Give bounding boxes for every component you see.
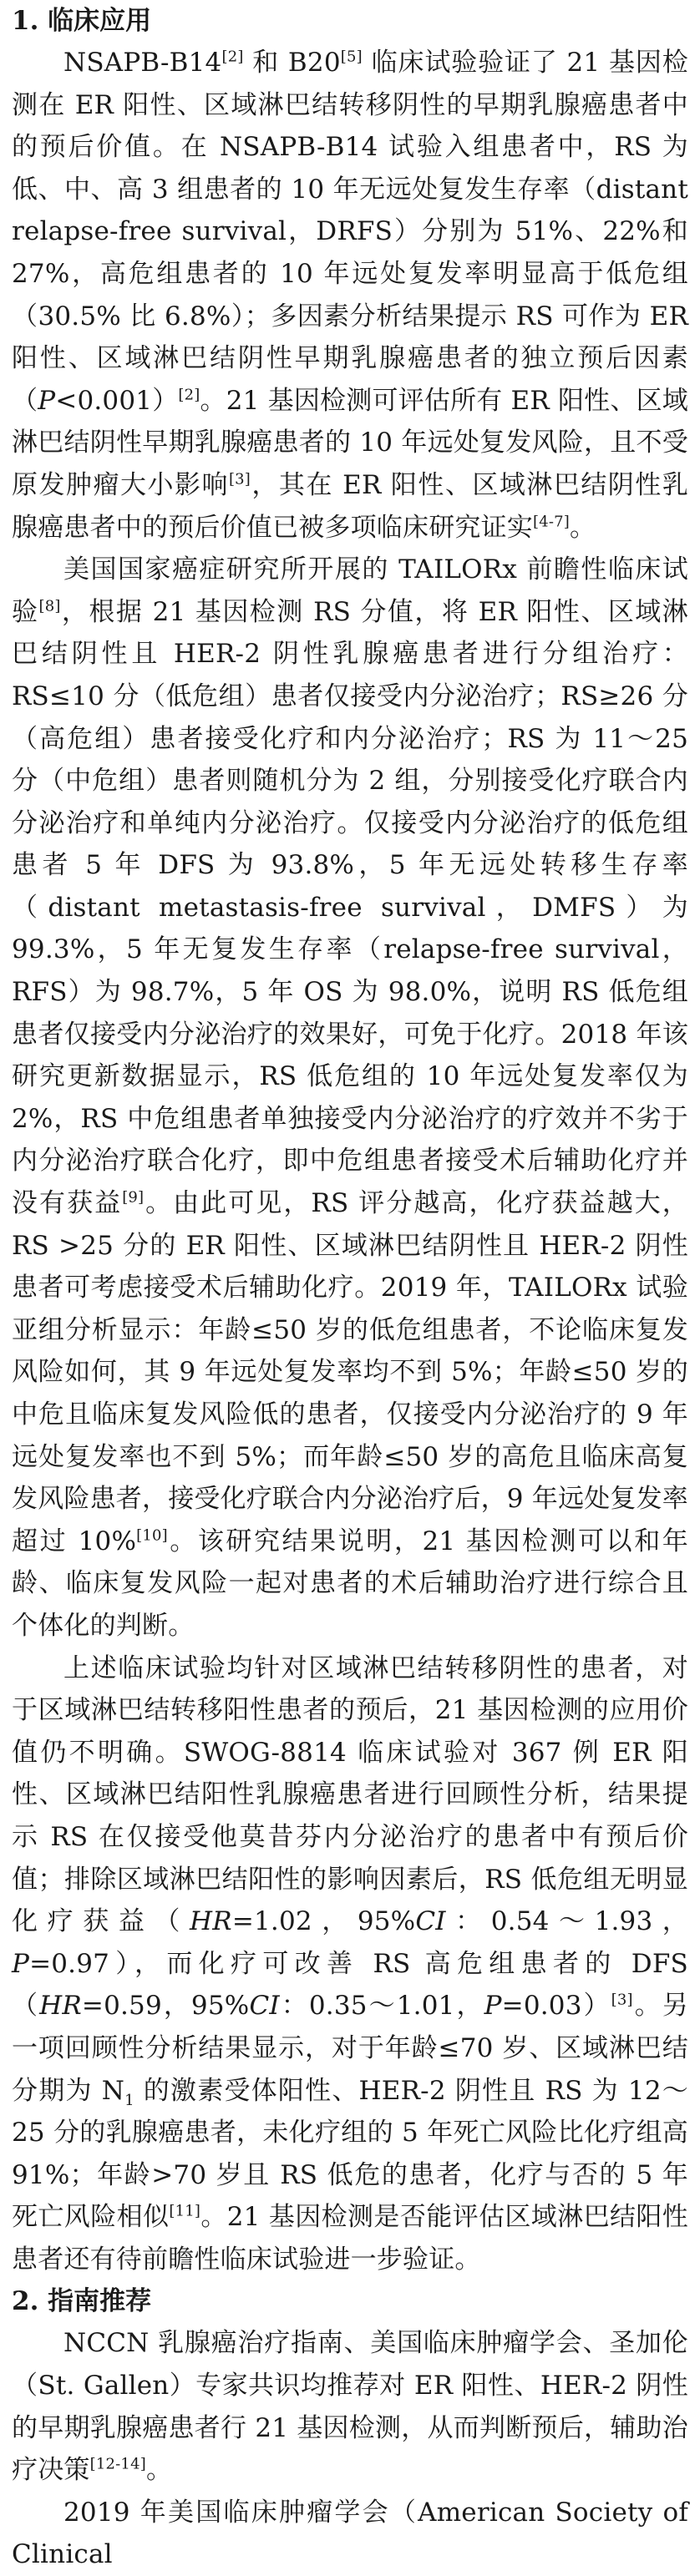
citation-ref: [2] xyxy=(221,48,244,66)
stat-symbol: P xyxy=(484,1991,502,2022)
stat-symbol: CI xyxy=(415,1906,446,1937)
text-run: 。 xyxy=(570,512,596,543)
citation-ref: [10] xyxy=(136,1526,168,1545)
text-run: =0.97），而化疗可改善 RS 高危组患者的 DFS（ xyxy=(12,1948,688,2022)
text-run: 。另一项回顾性分析结果显示，对于年龄≤70 岁、区域淋巴结分期为 N xyxy=(12,1991,689,2106)
citation-ref: [2] xyxy=(178,386,200,404)
text-run: 上述临床试验均针对区域淋巴结转移阴性的患者，对于区域淋巴结转移阳性患者的预后，21 基因检测的应用价值仍不明确。SWOG-8814 临床试验对 367 例 ER 阳性、区域淋巴结阳性乳腺癌患者进行回顾性分析，结果提示 RS 在仅接受他莫昔芬内分泌治疗的患者中有预后价值；排除区域淋巴结阳性的影响因素后，RS 低危组无明显化疗获益（ xyxy=(12,1652,688,1937)
text-run: <0.001） xyxy=(55,385,179,416)
paragraph-asco-2019 xyxy=(12,2492,688,2576)
text-run: =0.59，95% xyxy=(81,1991,250,2022)
paragraph-guidelines xyxy=(12,2322,688,2491)
text-run: NCCN 乳腺癌治疗指南、美国临床肿瘤学会、圣加伦（St. Gallen）专家共识均推荐对 ER 阳性、HER-2 阴性的早期乳腺癌患者行 21 基因检测，从而判断预后，辅助治疗决策 xyxy=(12,2328,688,2486)
citation-ref: [12-14] xyxy=(89,2455,146,2473)
text-run: ，根据 21 基因检测 RS 分值，将 ER 阳性、区域淋巴结阴性且 HER-2 阴性乳腺癌患者进行分组治疗：RS≤10 分（低危组）患者仅接受内分泌治疗；RS≥26 分（高危组）患者接受化疗和内分泌治疗；RS 为 11～25 分（中危组）患者则随机分为 2 组，分别接受化疗联合内分泌治疗和单纯内分泌治疗。仅接受内分泌治疗的低危组患者 5 年 DFS 为 93.8%，5 年无远处转移生存率（distant metastasis-free survival，DMFS）为 99.3%，5 年无复发生存率（relapse-free survival，RFS）为 98.7%，5 年 OS 为 98.0%，说明 RS 低危组患者仅接受内分泌治疗的效果好，可免于化疗。2018 年该研究更新数据显示，RS 低危组的 10 年远处复发率仅为 2%，RS 中危组患者单独接受内分泌治疗的疗效并不劣于内分泌治疗联合化疗，即中危组患者接受术后辅助化疗并没有获益 xyxy=(12,596,688,1219)
text-run: 美国国家癌症研究所开展的 TAILORx 前瞻性临床试验 xyxy=(12,554,688,627)
citation-ref: [3] xyxy=(611,1991,633,2009)
text-run: 。21 基因检测可评估所有 ER 阳性、区域淋巴结阴性早期乳腺癌患者的 10 年远处复发风险，且不受原发肿瘤大小影响 xyxy=(12,385,689,500)
text-run: 和 B20 xyxy=(243,48,341,78)
text-run: 。该研究结果说明，21 基因检测可以和年龄、临床复发风险一起对患者的术后辅助治疗进行综合且个体化的判断。 xyxy=(12,1526,688,1641)
citation-ref: [11] xyxy=(169,2202,201,2220)
text-run: ：0.35～1.01， xyxy=(279,1991,484,2022)
stat-symbol: CI xyxy=(249,1991,280,2022)
text-run: ：0.54～1.93， xyxy=(445,1906,689,1937)
text-run: NSAPB-B14 xyxy=(63,48,222,78)
paragraph-node-positive xyxy=(12,1647,688,2281)
citation-ref: [4-7] xyxy=(533,513,571,531)
paragraph-tailorx-trial xyxy=(12,549,688,1647)
stat-symbol: HR xyxy=(39,1991,82,2022)
text-run: ，其在 ER 阳性、区域淋巴结阴性乳腺癌患者中的预后价值已被多项临床研究证实 xyxy=(12,469,688,543)
paragraph-nsapb-trials xyxy=(12,42,688,549)
subscript: 1 xyxy=(124,2091,134,2109)
text-run: 。由此可见，RS 评分越高，化疗获益越大，RS >25 分的 ER 阳性、区域淋巴结阴性且 HER-2 阴性患者可考虑接受术后辅助化疗。2019 年，TAILORx 试验亚组分析显示：年龄≤50 岁的低危组患者，不论临床复发风险如何，其 9 年远处复发率均不到 5%；年龄≤50 岁的中危且临床复发风险低的患者，仅接受内分泌治疗的 9 年远处复发率也不到 5%；而年龄≤50 岁的高危且临床高复发风险患者，接受化疗联合内分泌治疗后，9 年远处复发率超过 10% xyxy=(12,1188,688,1556)
text-run: 2019 年美国临床肿瘤学会（American Society of Clinical xyxy=(12,2497,688,2570)
section-heading-clinical-application: 1. 临床应用 xyxy=(12,6,152,36)
citation-ref: [8] xyxy=(38,597,61,615)
citation-ref: [9] xyxy=(122,1188,145,1207)
citation-ref: [3] xyxy=(228,470,251,488)
text-run: 的激素受体阳性、HER-2 阴性且 RS 为 12～25 分的乳腺癌患者，未化疗组的 5 年死亡风险比化疗组高 91%；年龄>70 岁且 RS 低危的患者，化疗与否的 5 年死亡风险相似 xyxy=(12,2075,688,2233)
section-heading-guideline-recommendation: 2. 指南推荐 xyxy=(12,2286,152,2317)
text-run: =1.02，95% xyxy=(231,1906,416,1937)
stat-symbol: P xyxy=(38,385,56,416)
text-run: 。 xyxy=(145,2455,173,2486)
stat-symbol: P xyxy=(12,1948,30,1979)
text-run: =0.03） xyxy=(501,1991,611,2022)
stat-symbol: HR xyxy=(190,1906,232,1937)
text-run: 。21 基因检测是否能评估区域淋巴结阳性患者还有待前瞻性临床试验进一步验证。 xyxy=(12,2202,688,2275)
citation-ref: [5] xyxy=(340,48,363,66)
text-run: 临床试验验证了 21 基因检测在 ER 阳性、区域淋巴结转移阴性的早期乳腺癌患者中的预后价值。在 NSAPB-B14 试验入组患者中，RS 为低、中、高 3 组患者的 10 年无远处复发生存率（distant relapse-free survival，DRFS）分别为 51%、22%和 27%，高危组患者的 10 年远处复发率明显高于低危组（30.5% 比 6.8%）；多因素分析结果提示 RS 可作为 ER 阳性、区域淋巴结阴性早期乳腺癌患者的独立预后因素（ xyxy=(12,48,688,416)
